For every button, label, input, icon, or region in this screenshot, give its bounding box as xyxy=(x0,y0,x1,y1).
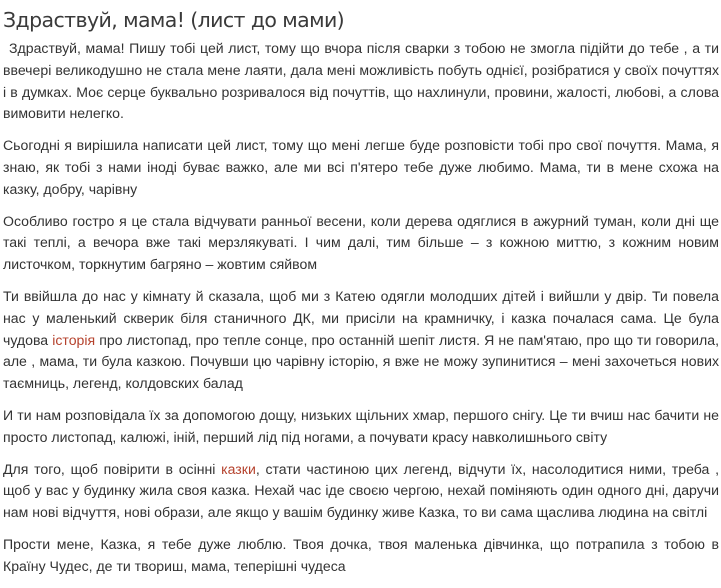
paragraph-4-text-start: Ти ввійшла до нас у кімнату й сказала, щоб ми з Катею одягли молодших дітей і вийшли у двір. Ти повела нас у маленький скверик біля станичного ДК, ми присіли на крамничку, і казка почалася сама. Це була чудова xyxy=(3,287,719,348)
paragraph-6 xyxy=(3,459,719,524)
article-title: Здраствуй, мама! (лист до мами) xyxy=(3,8,345,32)
article-body xyxy=(3,38,719,588)
paragraph-1: Здраствуй, мама! Пишу тобі цей лист, тому що вчора після сварки з тобою не змогла підійти до тебе , а ти ввечері великодушно не стала мене лаяти, дала мені можливість побуть однієї, розібратися у своїх почуттях і в думках. Моє серце буквально розривалося від почуттів, що нахлинули, провини, жалості, любові, а слова вимовити нелегко. xyxy=(3,40,719,122)
paragraph-4-text-end: про листопад, про тепле сонце, про останній шепіт листя. Я не пам'ятаю, про що ти говорила, але , мама, ти була казкою. Почувши цю чарівну історію, я вже не можу зупинитися – мені захочеться нових таємниць, легенд, колдовских балад xyxy=(3,331,719,392)
paragraph-7: Прости мене, Казка, я тебе дуже люблю. Твоя дочка, твоя маленька дівчинка, що потрапила з тобою в Країну Чудес, де ти твориш, мама, теперішні чудеса xyxy=(3,535,719,574)
paragraph-3: Особливо гостро я це стала відчувати ранньої весени, коли дерева одяглися в ажурний туман, коли дні ще такі теплі, а вечора вже такі мерзлякуваті. І чим далі, тим більше – з кожною миттю, з кожним новим листочком, торкнутим багряно – жовтим сяйвом xyxy=(3,212,719,273)
paragraph-6-text-start: Для того, щоб повірити в осінні xyxy=(3,460,222,477)
paragraph-2: Сьогодні я вирішила написати цей лист, тому що мені легше буде розповісти тобі про свої почуття. Мама, я знаю, як тобі з нами іноді буває важко, але ми всі п'ятеро тебе дуже любимо. Мама, ти в мене схожа на казку, добру, чарівну xyxy=(3,137,719,197)
paragraph-6-text-end: , стати частиною цих легенд, відчути їх, насолодитися ними, треба , щоб у вас у будинку жила своя казка. Нехай час іде своєю чергою, нехай поміняють один одного дні, даручи нам нові відчуття, нові образи, але якщо у вашім будинку живе Казка, то ви сама щаслива людина на світлі xyxy=(3,460,719,521)
paragraph-5: И ти нам розповідала їх за допомогою дощу, низьких щільних хмар, першого снігу. Це ти вчиш нас бачити не просто листопад, калюжі, іній, перший лід під ногами, а почувати красу навколишнього світу xyxy=(3,406,719,445)
paragraph-4 xyxy=(3,286,719,395)
story-link[interactable]: історія xyxy=(52,331,96,348)
fairy-tales-link[interactable]: казки xyxy=(221,460,256,477)
